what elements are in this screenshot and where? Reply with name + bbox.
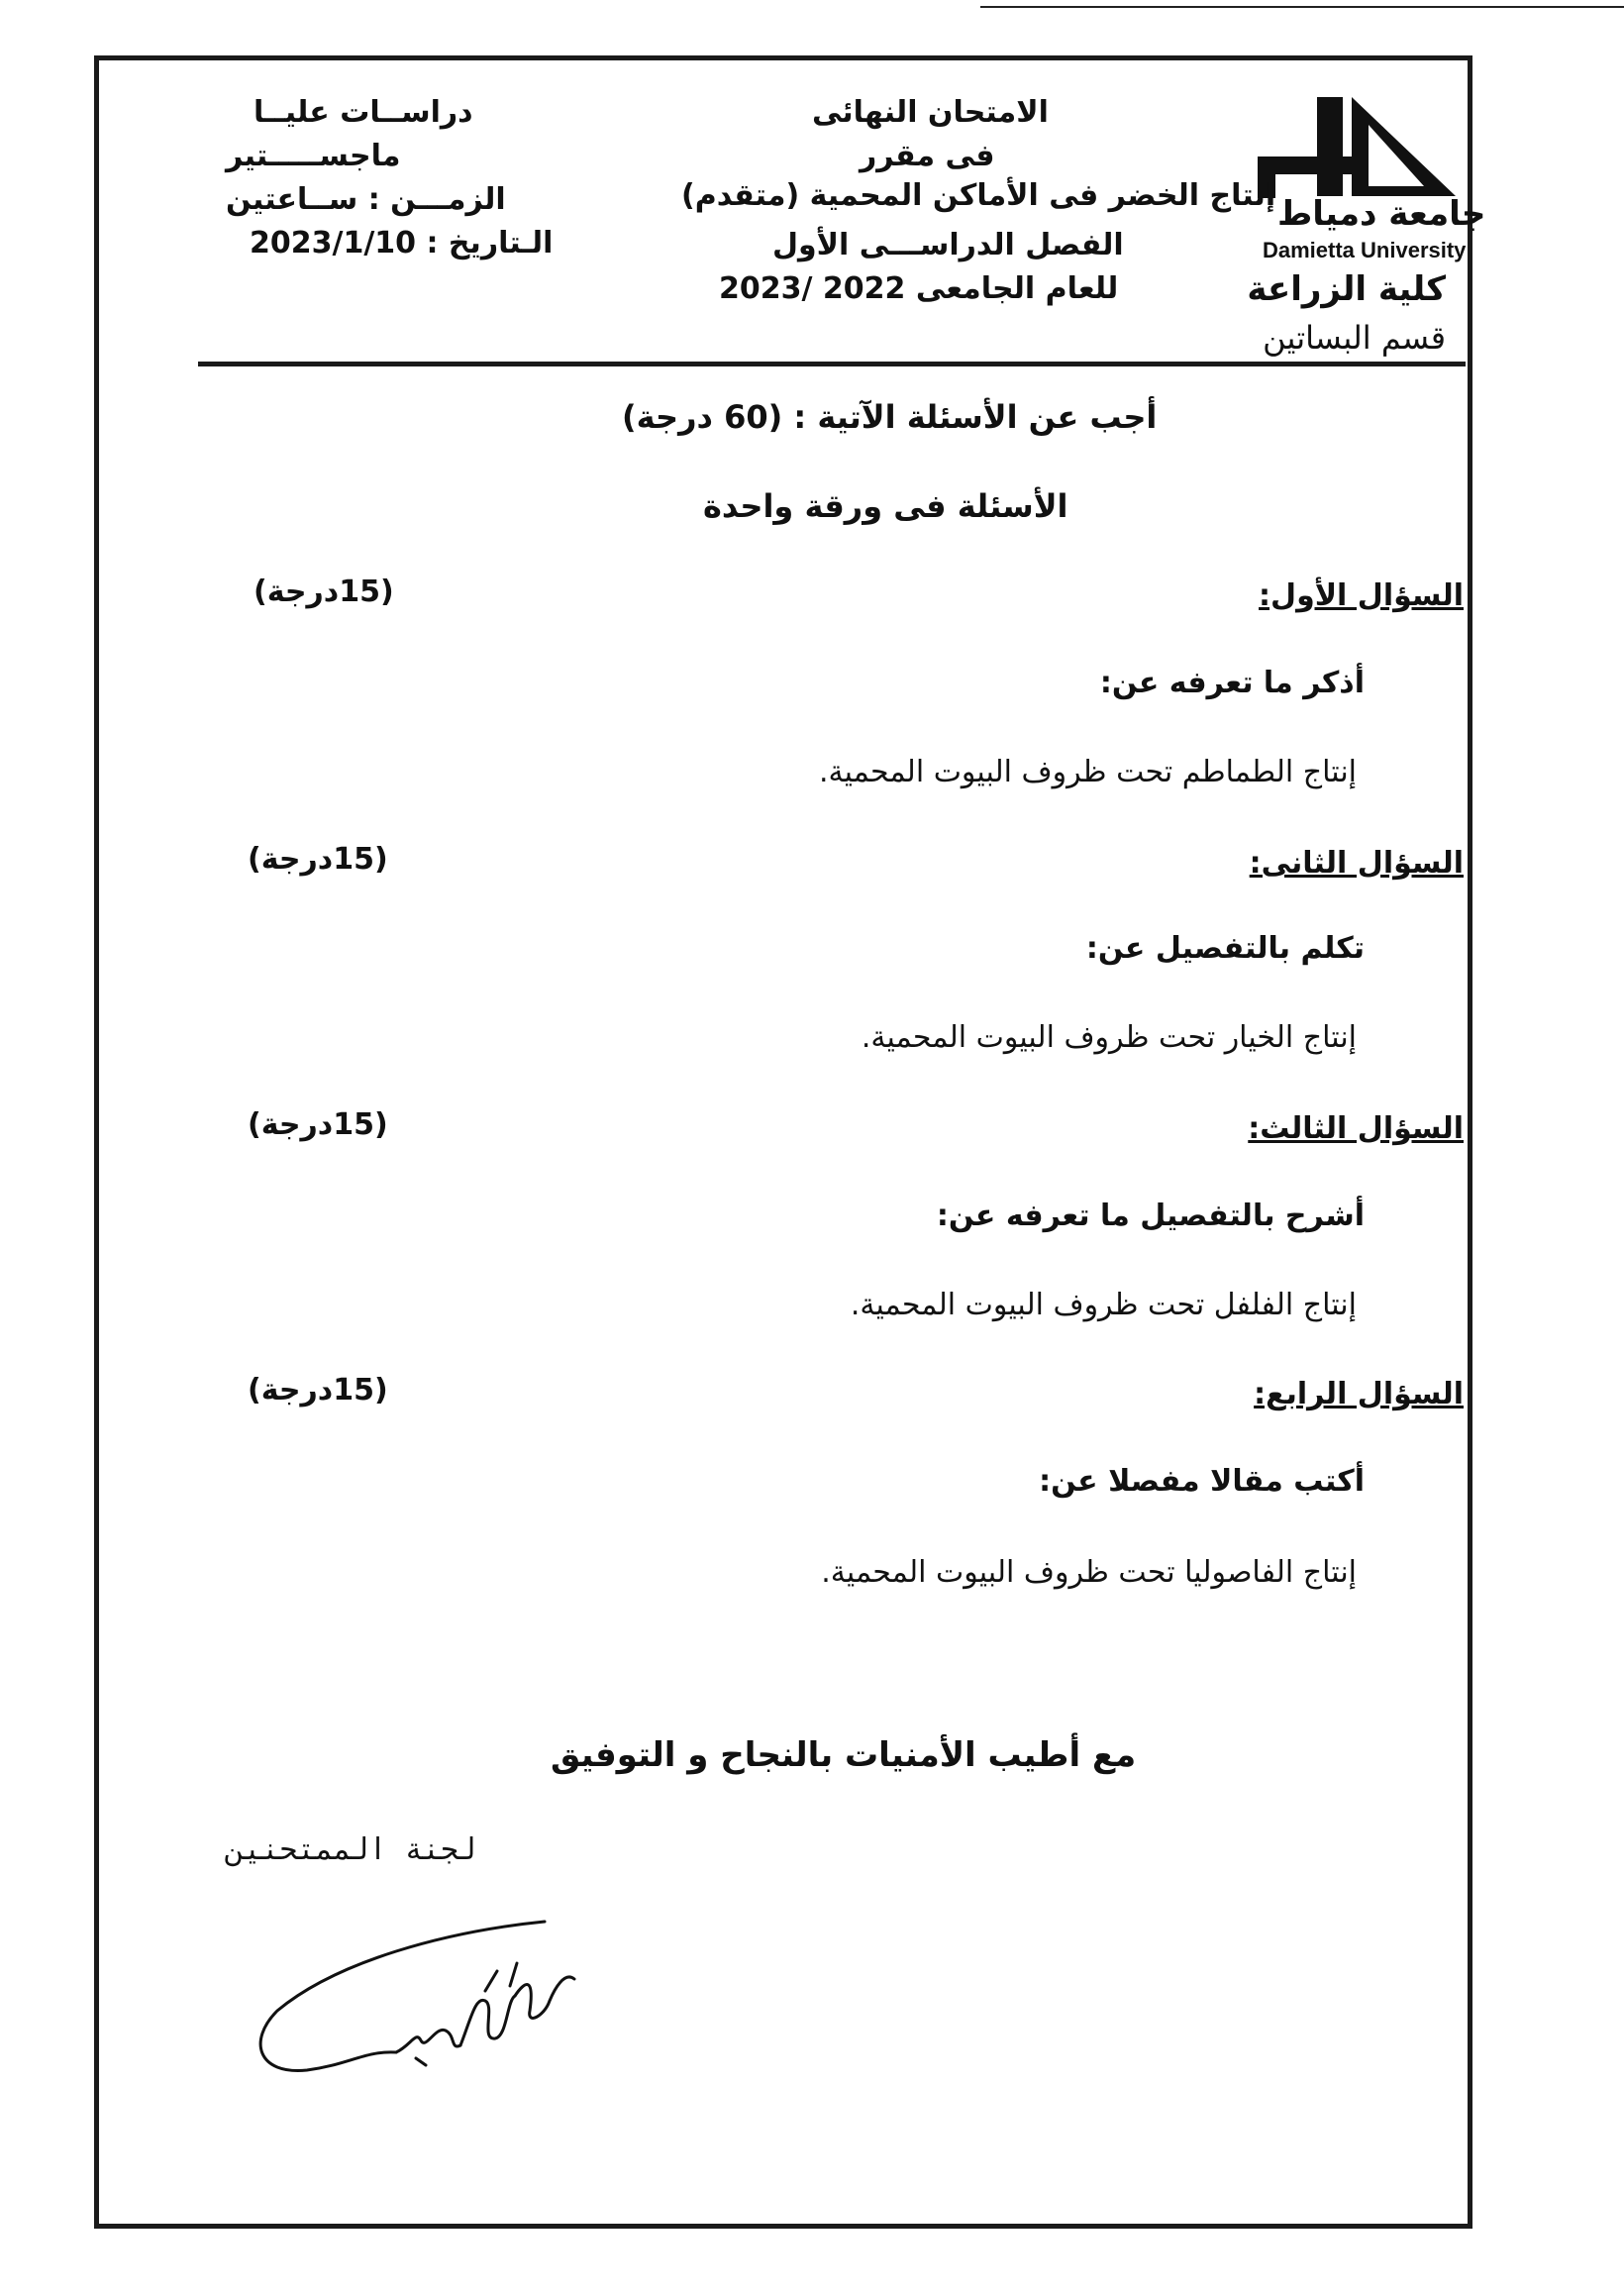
top-edge-rule: [980, 6, 1624, 8]
question-3-title: السؤال الثالث:: [1248, 1111, 1464, 1146]
examiners-committee: لجنة الممتحنين: [226, 1832, 476, 1867]
question-1-prompt: أذكر ما تعرفه عن:: [1099, 666, 1365, 700]
exam-duration: الزمـــن : ســاعتين: [226, 182, 506, 217]
faculty-name: كلية الزراعة: [1247, 269, 1446, 309]
study-level: دراســات عليــا: [254, 95, 473, 130]
program: ماجســـــتير: [226, 139, 401, 173]
header-divider: [198, 362, 1466, 366]
question-3-marks: (15درجة): [248, 1107, 388, 1142]
question-1-title: السؤال الأول:: [1259, 578, 1464, 613]
question-2-text: إنتاج الخيار تحت ظروف البيوت المحمية.: [861, 1020, 1357, 1055]
university-logo-icon: [1258, 87, 1466, 208]
question-3-text: إنتاج الفلفل تحت ظروف البيوت المحمية.: [850, 1288, 1357, 1322]
instruction-single-sheet: الأسئلة فى ورقة واحدة: [703, 487, 1068, 525]
closing-wishes: مع أطيب الأمنيات بالنجاح و التوفيق: [551, 1735, 1137, 1775]
semester: الفصل الدراســـى الأول: [772, 228, 1124, 262]
course-name: إنتاج الخضر فى الأماكن المحمية (متقدم): [681, 178, 1276, 213]
question-1-text: إنتاج الطماطم تحت ظروف البيوت المحمية.: [818, 755, 1357, 789]
question-4-marks: (15درجة): [248, 1373, 388, 1408]
question-2-title: السؤال الثانى:: [1249, 846, 1464, 881]
question-2-prompt: تكلم بالتفصيل عن:: [1085, 931, 1365, 966]
question-1-marks: (15درجة): [254, 574, 394, 609]
exam-title: الامتحان النهائى: [812, 95, 1049, 130]
exam-date: الـتاريخ : 2023/1/10: [250, 226, 554, 261]
examiner-signature: [248, 1902, 584, 2100]
university-name-arabic: جامعة دمياط: [1277, 194, 1486, 234]
question-4-title: السؤال الرابع:: [1254, 1377, 1464, 1411]
question-3-prompt: أشرح بالتفصيل ما تعرفه عن:: [936, 1199, 1365, 1233]
course-intro: فى مقرر: [860, 139, 995, 173]
instruction-answer-all: أجب عن الأسئلة الآتية : (60 درجة): [622, 398, 1158, 436]
department-name: قسم البساتين: [1263, 319, 1446, 357]
question-2-marks: (15درجة): [248, 842, 388, 877]
academic-year: للعام الجامعى 2022 /2023: [719, 271, 1119, 306]
university-name-english: Damietta University: [1263, 238, 1467, 262]
question-4-text: إنتاج الفاصوليا تحت ظروف البيوت المحمية.: [821, 1555, 1357, 1590]
question-4-prompt: أكتب مقالا مفصلا عن:: [1039, 1464, 1365, 1499]
